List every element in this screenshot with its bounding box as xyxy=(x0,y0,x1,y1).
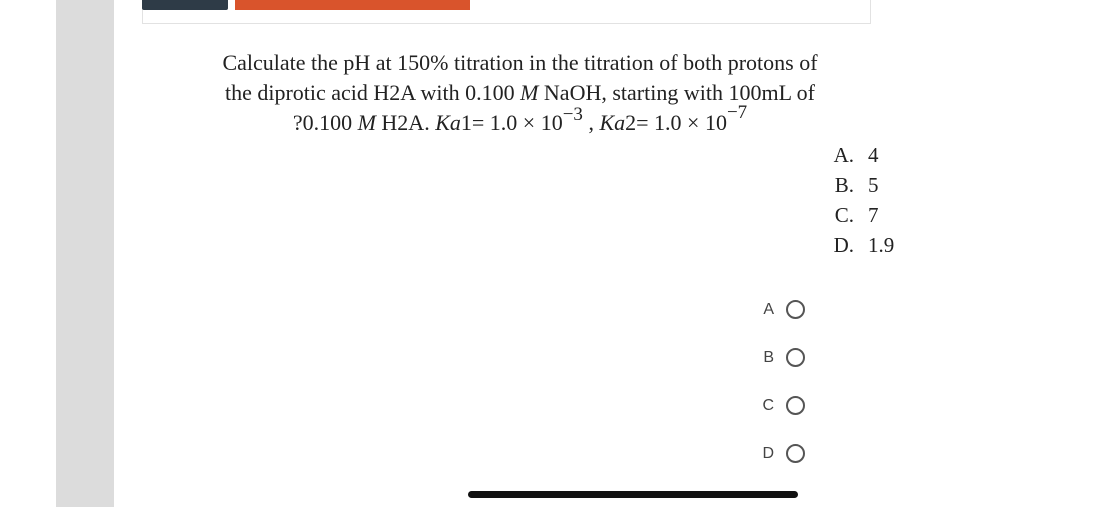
option-letter: B. xyxy=(834,173,854,197)
option-value: 4 xyxy=(868,143,879,167)
side-strip xyxy=(56,0,114,507)
option-letter: D. xyxy=(833,233,854,257)
question-text-part: NaOH, starting with 100mL of xyxy=(538,80,816,105)
question-text-part: H2A. xyxy=(375,110,436,135)
answer-label: B xyxy=(763,348,774,366)
separator: , xyxy=(582,110,600,135)
ka1-exponent: −3 xyxy=(562,104,583,125)
answer-choice-c[interactable] xyxy=(760,396,805,415)
answer-label: D xyxy=(762,444,774,462)
question-line-3 xyxy=(160,102,880,140)
dark-top-button[interactable] xyxy=(142,0,228,10)
option-d xyxy=(808,230,898,260)
radio-button[interactable] xyxy=(786,444,805,463)
question-line-1: Calculate the pH at 150% titration in the titration of both protons of xyxy=(222,50,818,75)
options-list xyxy=(808,140,898,260)
option-value: 1.9 xyxy=(868,233,895,257)
radio-button[interactable] xyxy=(786,300,805,319)
radio-button[interactable] xyxy=(786,348,805,367)
answer-choice-d[interactable] xyxy=(760,444,805,463)
molarity-unit: M xyxy=(520,80,539,105)
question-text xyxy=(160,48,880,140)
home-indicator-bar[interactable] xyxy=(468,491,798,498)
answer-choice-a[interactable] xyxy=(760,300,805,319)
question-text-part: the diprotic acid H2A with 0.100 xyxy=(224,80,521,105)
option-value: 5 xyxy=(868,173,879,197)
radio-button[interactable] xyxy=(786,396,805,415)
ka1-label: Ka xyxy=(435,110,461,135)
option-a xyxy=(808,140,898,170)
option-c xyxy=(808,200,898,230)
ka2-label: Ka xyxy=(599,110,626,135)
orange-top-button[interactable] xyxy=(235,0,470,10)
answer-choice-b[interactable] xyxy=(760,348,805,367)
option-value: 7 xyxy=(868,203,879,227)
question-text-part: ?0.100 xyxy=(292,110,358,135)
answer-label: A xyxy=(763,300,774,318)
option-letter: A. xyxy=(833,143,854,167)
ka1-value: 1= 1.0 × 10 xyxy=(460,110,563,135)
ka2-exponent: −7 xyxy=(726,102,748,123)
option-letter: C. xyxy=(834,203,854,227)
question-line-2 xyxy=(160,78,880,108)
answer-label: C xyxy=(762,396,774,414)
option-b xyxy=(808,170,898,200)
molarity-unit: M xyxy=(357,110,376,135)
ka2-value: 2= 1.0 × 10 xyxy=(625,110,727,135)
